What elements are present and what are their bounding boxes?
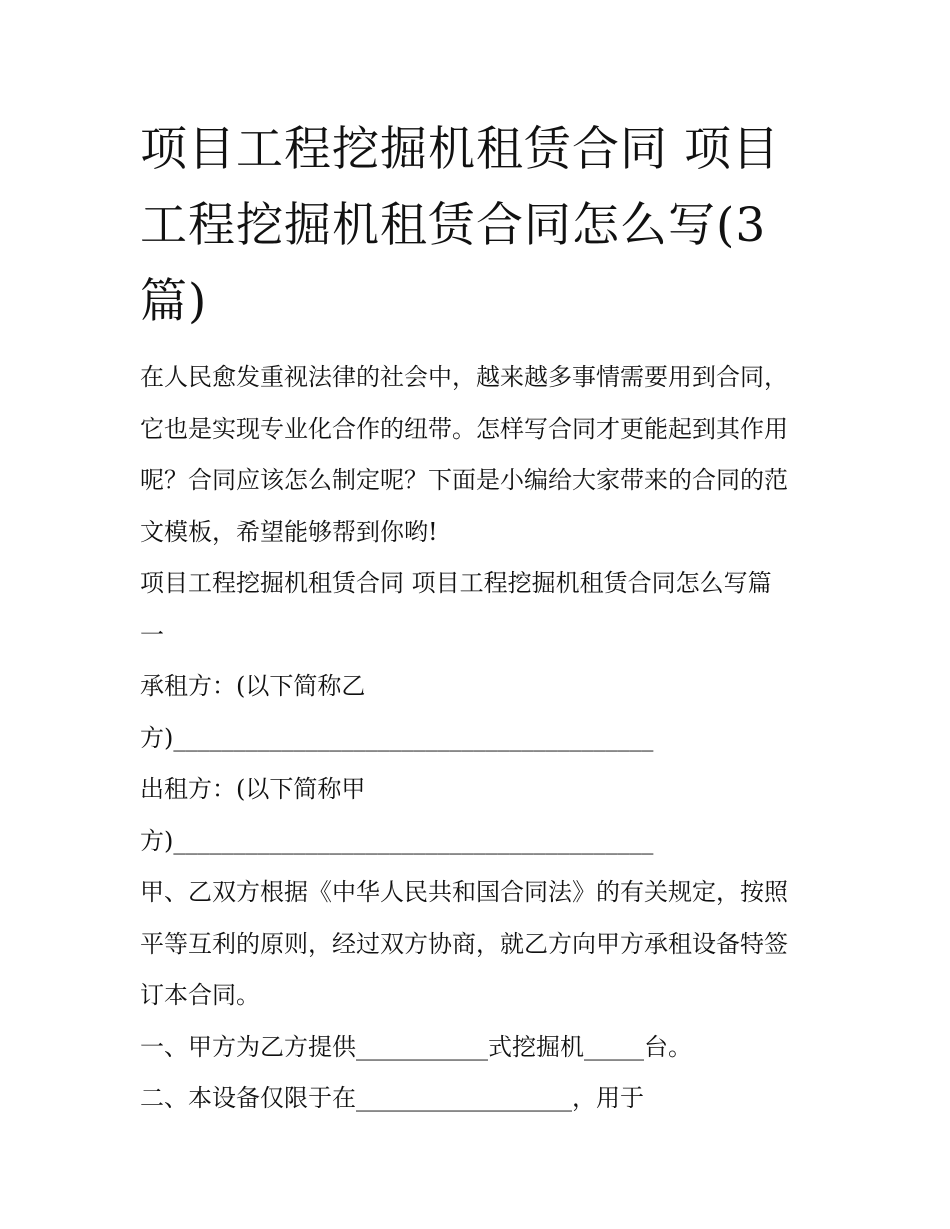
intro-line: 在人民愈发重视法律的社会中，越来越多事情需要用到合同，	[140, 363, 788, 391]
document-title	[140, 112, 820, 340]
preamble-line: 平等互利的原则，经过双方协商，就乙方向甲方承租设备特签	[140, 929, 788, 958]
intro-line: 它也是实现专业化合作的纽带。怎样写合同才更能起到其作用	[140, 414, 788, 443]
section-heading-line: 一	[140, 620, 164, 649]
intro-line: 文模板，希望能够帮到你哟!	[140, 517, 438, 546]
title-line: 工程挖掘机租赁合同怎么写(3	[140, 198, 767, 253]
title-line: 项目工程挖掘机租赁合同 项目	[140, 122, 780, 177]
document-body	[140, 352, 820, 1125]
section-heading-line: 项目工程挖掘机租赁合同 项目工程挖掘机租赁合同怎么写篇	[140, 569, 772, 597]
preamble-line: 甲、乙双方根据《中华人民共和国合同法》的有关规定，按照	[140, 878, 788, 906]
preamble-line: 订本合同。	[140, 981, 260, 1009]
lessor-label: 出租方：(以下简称甲	[140, 775, 366, 803]
clause-2: 二、本设备仅限于在__________________，用于	[140, 1084, 644, 1112]
lessor-blank: 方)________________________________________	[140, 826, 654, 855]
lessee-label: 承租方：(以下简称乙	[140, 672, 366, 700]
title-line: 篇)	[140, 274, 208, 329]
intro-line: 呢？合同应该怎么制定呢？下面是小编给大家带来的合同的范	[140, 466, 788, 494]
lessee-blank: 方)________________________________________	[140, 723, 654, 752]
clause-1: 一、甲方为乙方提供___________式挖掘机_____台。	[140, 1032, 692, 1061]
